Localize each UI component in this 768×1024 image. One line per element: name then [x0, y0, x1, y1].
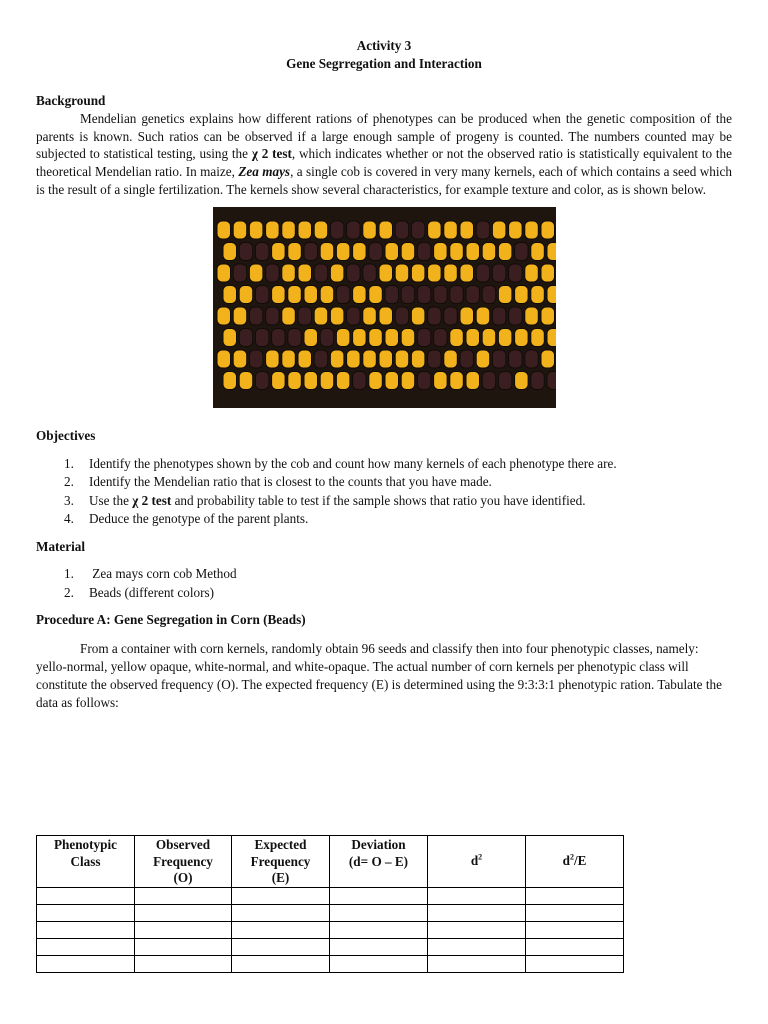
- yellow-kernel: [217, 221, 231, 239]
- yellow-kernel: [336, 242, 350, 260]
- purple-kernel: [492, 264, 506, 282]
- purple-kernel: [346, 221, 360, 239]
- table-cell: [330, 938, 428, 955]
- yellow-kernel: [411, 307, 425, 325]
- yellow-kernel: [466, 242, 480, 260]
- header-observed-frequency: Observed Frequency (O): [135, 836, 232, 888]
- objective-item: 3. Use the χ 2 test and probability table to test if the sample shows that ratio you have identified.: [64, 492, 586, 508]
- table-cell: [232, 887, 330, 904]
- table-cell: [428, 887, 526, 904]
- yellow-kernel: [460, 221, 474, 239]
- yellow-kernel: [385, 242, 399, 260]
- purple-kernel: [417, 371, 431, 389]
- table-cell: [135, 921, 232, 938]
- yellow-kernel: [298, 221, 312, 239]
- yellow-kernel: [320, 371, 334, 389]
- purple-kernel: [287, 328, 301, 346]
- yellow-kernel: [223, 328, 237, 346]
- yellow-kernel: [336, 328, 350, 346]
- purple-kernel: [482, 371, 496, 389]
- yellow-kernel: [524, 264, 538, 282]
- yellow-kernel: [498, 285, 512, 303]
- yellow-kernel: [314, 307, 328, 325]
- yellow-kernel: [217, 264, 231, 282]
- purple-kernel: [265, 307, 279, 325]
- yellow-kernel: [368, 371, 382, 389]
- objective-item: 1. Identify the phenotypes shown by the cob and count how many kernels of each phenotype there are.: [64, 455, 617, 471]
- purple-kernel: [547, 371, 556, 389]
- objective-item: 4. Deduce the genotype of the parent plants.: [64, 511, 309, 527]
- purple-kernel: [249, 307, 263, 325]
- purple-kernel: [239, 242, 253, 260]
- activity-title: Activity 3: [356, 38, 412, 53]
- yellow-kernel: [508, 221, 521, 239]
- purple-kernel: [476, 221, 490, 239]
- yellow-kernel: [330, 307, 344, 325]
- purple-kernel: [508, 307, 521, 325]
- yellow-kernel: [298, 264, 312, 282]
- purple-kernel: [508, 264, 521, 282]
- yellow-kernel: [401, 242, 415, 260]
- table-cell: [37, 887, 135, 904]
- purple-kernel: [433, 328, 447, 346]
- purple-kernel: [449, 285, 463, 303]
- table-cell: [526, 938, 624, 955]
- purple-kernel: [466, 285, 480, 303]
- purple-kernel: [368, 242, 382, 260]
- yellow-kernel: [541, 221, 555, 239]
- yellow-kernel: [304, 371, 318, 389]
- yellow-kernel: [352, 242, 366, 260]
- yellow-kernel: [233, 221, 247, 239]
- material-heading: Material: [36, 538, 86, 554]
- header-phenotypic-class: Phenotypic Class: [37, 836, 135, 888]
- objective-item: 2. Identify the Mendelian ratio that is closest to the counts that you have made.: [64, 474, 492, 490]
- yellow-kernel: [433, 371, 447, 389]
- table-cell: [330, 904, 428, 921]
- table-cell: [428, 921, 526, 938]
- yellow-kernel: [271, 242, 285, 260]
- yellow-kernel: [466, 371, 480, 389]
- yellow-kernel: [379, 221, 393, 239]
- yellow-kernel: [411, 264, 425, 282]
- yellow-kernel: [330, 350, 344, 368]
- yellow-kernel: [362, 307, 376, 325]
- yellow-kernel: [541, 350, 555, 368]
- yellow-kernel: [379, 307, 393, 325]
- yellow-kernel: [443, 264, 457, 282]
- yellow-kernel: [287, 371, 301, 389]
- purple-kernel: [265, 264, 279, 282]
- purple-kernel: [417, 285, 431, 303]
- yellow-kernel: [368, 285, 382, 303]
- purple-kernel: [530, 371, 544, 389]
- document-page: [36, 36, 732, 711]
- table-cell: [37, 904, 135, 921]
- yellow-kernel: [466, 328, 480, 346]
- yellow-kernel: [379, 264, 393, 282]
- corn-cob-illustration: [213, 207, 556, 408]
- yellow-kernel: [395, 264, 409, 282]
- purple-kernel: [271, 328, 285, 346]
- yellow-kernel: [249, 264, 263, 282]
- yellow-kernel: [336, 371, 350, 389]
- yellow-kernel: [443, 221, 457, 239]
- yellow-kernel: [287, 242, 301, 260]
- purple-kernel: [508, 350, 521, 368]
- yellow-kernel: [547, 328, 556, 346]
- purple-kernel: [330, 221, 344, 239]
- table-cell: [37, 955, 135, 972]
- header-deviation: Deviation (d= O – E): [330, 836, 428, 888]
- yellow-kernel: [223, 242, 237, 260]
- yellow-kernel: [460, 264, 474, 282]
- table-row: [37, 955, 624, 972]
- yellow-kernel: [385, 371, 399, 389]
- purple-kernel: [239, 328, 253, 346]
- table-header-row: [37, 836, 624, 888]
- yellow-kernel: [449, 328, 463, 346]
- purple-kernel: [395, 221, 409, 239]
- table-row: [37, 887, 624, 904]
- yellow-kernel: [320, 285, 334, 303]
- purple-kernel: [476, 264, 490, 282]
- yellow-kernel: [362, 221, 376, 239]
- yellow-kernel: [346, 350, 360, 368]
- table-row: [37, 904, 624, 921]
- yellow-kernel: [287, 285, 301, 303]
- yellow-kernel: [433, 242, 447, 260]
- yellow-kernel: [427, 221, 441, 239]
- objectives-list: [36, 455, 732, 529]
- yellow-kernel: [265, 221, 279, 239]
- procedure-paragraph: From a container with corn kernels, randomly obtain 96 seeds and classify then into four phenotypic classes, namely: yello-normal, yellow opaque, white-normal, and white-opaque. The actual number of corn kernels per phenotypic class will constitute the observed frequency (O). The expected frequency (E) is determined using the 9:3:3:1 phenotypic ration. Tabulate the data as follows:: [36, 641, 722, 710]
- yellow-kernel: [352, 285, 366, 303]
- purple-kernel: [482, 285, 496, 303]
- yellow-kernel: [352, 328, 366, 346]
- purple-kernel: [352, 371, 366, 389]
- yellow-kernel: [530, 285, 544, 303]
- purple-kernel: [524, 350, 538, 368]
- yellow-kernel: [265, 350, 279, 368]
- yellow-kernel: [547, 242, 556, 260]
- yellow-kernel: [314, 221, 328, 239]
- yellow-kernel: [449, 371, 463, 389]
- material-item: 2. Beads (different colors): [64, 584, 214, 600]
- table-cell: [526, 904, 624, 921]
- purple-kernel: [427, 307, 441, 325]
- yellow-kernel: [514, 285, 528, 303]
- yellow-kernel: [233, 350, 247, 368]
- corn-cob-image: [213, 207, 556, 408]
- objectives-heading: Objectives: [36, 427, 96, 443]
- purple-kernel: [514, 242, 528, 260]
- purple-kernel: [401, 285, 415, 303]
- yellow-kernel: [281, 221, 295, 239]
- table-cell: [428, 938, 526, 955]
- yellow-kernel: [281, 350, 295, 368]
- yellow-kernel: [304, 285, 318, 303]
- purple-kernel: [304, 242, 318, 260]
- yellow-kernel: [362, 350, 376, 368]
- yellow-kernel: [443, 350, 457, 368]
- table-cell: [232, 955, 330, 972]
- yellow-kernel: [281, 264, 295, 282]
- purple-kernel: [385, 285, 399, 303]
- yellow-kernel: [271, 285, 285, 303]
- yellow-kernel: [379, 350, 393, 368]
- frequency-table: [36, 835, 624, 973]
- yellow-kernel: [249, 221, 263, 239]
- yellow-kernel: [304, 328, 318, 346]
- purple-kernel: [362, 264, 376, 282]
- table-cell: [428, 955, 526, 972]
- purple-kernel: [249, 350, 263, 368]
- yellow-kernel: [271, 371, 285, 389]
- background-heading: Background: [36, 93, 106, 108]
- table-cell: [428, 904, 526, 921]
- yellow-kernel: [524, 221, 538, 239]
- purple-kernel: [492, 350, 506, 368]
- purple-kernel: [498, 371, 512, 389]
- yellow-kernel: [298, 350, 312, 368]
- activity-subtitle: Gene Segrregation and Interaction: [286, 56, 482, 71]
- yellow-kernel: [482, 242, 496, 260]
- purple-kernel: [255, 371, 269, 389]
- table-cell: [526, 887, 624, 904]
- purple-kernel: [443, 307, 457, 325]
- yellow-kernel: [514, 328, 528, 346]
- yellow-kernel: [547, 285, 556, 303]
- header-d-squared: $d^2$: [428, 836, 526, 888]
- purple-kernel: [460, 350, 474, 368]
- purple-kernel: [314, 350, 328, 368]
- table-row: [37, 938, 624, 955]
- table-cell: [232, 904, 330, 921]
- table-cell: [330, 955, 428, 972]
- table-cell: [526, 921, 624, 938]
- header-d-squared-over-e: $d^2/E$: [526, 836, 624, 888]
- table-cell: [232, 921, 330, 938]
- yellow-kernel: [530, 242, 544, 260]
- yellow-kernel: [476, 350, 490, 368]
- table-cell: [37, 938, 135, 955]
- yellow-kernel: [233, 307, 247, 325]
- yellow-kernel: [401, 371, 415, 389]
- yellow-kernel: [427, 264, 441, 282]
- yellow-kernel: [401, 328, 415, 346]
- yellow-kernel: [368, 328, 382, 346]
- purple-kernel: [417, 242, 431, 260]
- header-expected-frequency: Expected Frequency (E): [232, 836, 330, 888]
- purple-kernel: [346, 307, 360, 325]
- table-cell: [135, 938, 232, 955]
- purple-kernel: [427, 350, 441, 368]
- purple-kernel: [320, 328, 334, 346]
- table-cell: [135, 904, 232, 921]
- yellow-kernel: [449, 242, 463, 260]
- yellow-kernel: [239, 285, 253, 303]
- yellow-kernel: [530, 328, 544, 346]
- yellow-kernel: [239, 371, 253, 389]
- yellow-kernel: [395, 350, 409, 368]
- yellow-kernel: [498, 328, 512, 346]
- yellow-kernel: [476, 307, 490, 325]
- purple-kernel: [346, 264, 360, 282]
- yellow-kernel: [411, 350, 425, 368]
- purple-kernel: [255, 285, 269, 303]
- material-list: [36, 565, 732, 602]
- yellow-kernel: [385, 328, 399, 346]
- yellow-kernel: [217, 307, 231, 325]
- yellow-kernel: [498, 242, 512, 260]
- yellow-kernel: [541, 264, 555, 282]
- table-cell: [135, 955, 232, 972]
- purple-kernel: [492, 307, 506, 325]
- purple-kernel: [298, 307, 312, 325]
- yellow-kernel: [223, 371, 237, 389]
- background-paragraph: Mendelian genetics explains how different rations of phenotypes can be produced when the genetic composition of the parents is known. Such ratios can be observed if a large enough sample of progeny is counted. The numbers counted may be subjected to statistical testing, using the χ 2 test, which indicates whether or not the observed ratio is statistically equivalent to the theoretical Mendelian ratio. In maize, Zea mays, a single cob is covered in very many kernels, each of which contains a seed which is the result of a single fertilization. The kernels show several characteristics, for example texture and color, as is shown below.: [36, 110, 732, 197]
- purple-kernel: [255, 328, 269, 346]
- purple-kernel: [433, 285, 447, 303]
- yellow-kernel: [541, 307, 555, 325]
- purple-kernel: [411, 221, 425, 239]
- yellow-kernel: [281, 307, 295, 325]
- purple-kernel: [314, 264, 328, 282]
- table-cell: [330, 921, 428, 938]
- table-row: [37, 921, 624, 938]
- yellow-kernel: [524, 307, 538, 325]
- table-cell: [135, 887, 232, 904]
- table-cell: [330, 887, 428, 904]
- yellow-kernel: [217, 350, 231, 368]
- table-cell: [232, 938, 330, 955]
- yellow-kernel: [223, 285, 237, 303]
- yellow-kernel: [482, 328, 496, 346]
- yellow-kernel: [460, 307, 474, 325]
- yellow-kernel: [330, 264, 344, 282]
- procedure-heading: Procedure A: Gene Segregation in Corn (Beads): [36, 612, 306, 628]
- table-cell: [526, 955, 624, 972]
- yellow-kernel: [320, 242, 334, 260]
- yellow-kernel: [492, 221, 506, 239]
- table-cell: [37, 921, 135, 938]
- purple-kernel: [255, 242, 269, 260]
- purple-kernel: [417, 328, 431, 346]
- purple-kernel: [336, 285, 350, 303]
- yellow-kernel: [514, 371, 528, 389]
- material-item: 1. Zea mays corn cob Method: [64, 566, 237, 582]
- purple-kernel: [233, 264, 247, 282]
- purple-kernel: [395, 307, 409, 325]
